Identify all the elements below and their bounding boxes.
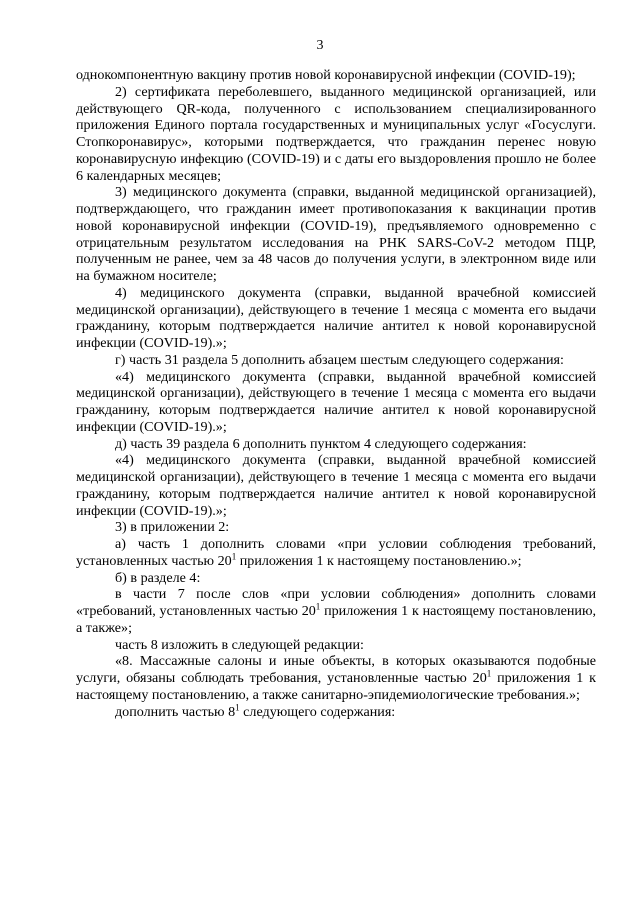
paragraph: г) часть 31 раздела 5 дополнить абзацем шестым следующего содержания: (115, 351, 564, 368)
paragraph: однокомпонентную вакцину против новой коронавирусной инфекции (COVID-19); (76, 67, 576, 83)
paragraph: 2) сертификата переболевшего, выданного медицинской организацией, или действующего QR-кода, полученного с использованием специализированного приложения Единого портала государственных и муниципальных услуг «Госуслуги. Стопкоронавирус», которыми подтверждается, что гражданин перенес новую коронавирусную инфекцию (COVID-19) и с даты его выздоровления прошло не более 6 календарных месяцев; (76, 83, 596, 184)
paragraph: д) часть 39 раздела 6 дополнить пунктом 4 следующего содержания: (115, 435, 527, 452)
paragraph: 4) медицинского документа (справки, выданной врачебной комиссией медицинской организации), действующего в течение 1 месяца с момента его выдачи гражданину, которым подтверждается наличие антител к новой коронавирусной инфекции (COVID-19).»; (76, 284, 596, 351)
page-number: 3 (316, 38, 324, 53)
paragraph: «4) медицинского документа (справки, выданной врачебной комиссией медицинской организации), действующего в течение 1 месяца с момента его выдачи гражданину, которым подтверждается наличие антител к новой коронавирусной инфекции (COVID-19).»; (76, 452, 596, 519)
paragraph: «8. Массажные салоны и иные объекты, в которых оказываются подобные услуги, обязаны соблюдать требования, установленные частью $20^1$ приложения 1 к настоящему постановлению, а также санитарно-эпидемиологические требования.»; (76, 653, 596, 703)
paragraph: «4) медицинского документа (справки, выданной врачебной комиссией медицинской организации), действующего в течение 1 месяца с момента его выдачи гражданину, которым подтверждается наличие антител к новой коронавирусной инфекции (COVID-19).»; (76, 368, 596, 435)
paragraph: б) в разделе 4: (115, 569, 201, 586)
paragraph: а) часть 1 дополнить словами «при условии соблюдения требований, установленных частью $20^1$ приложения 1 к настоящему постановлению.»; (76, 536, 596, 569)
paragraph: дополнить частью $8^1$ следующего содержания: (115, 701, 396, 720)
paragraph: часть 8 изложить в следующей редакции: (115, 636, 364, 653)
paragraph: 3) медицинского документа (справки, выданной медицинской организацией), подтверждающего, что гражданин имеет противопоказания к вакцинации против новой коронавирусной инфекции (COVID-19), предъявляемого одновременно с отрицательным результатом исследования на РНК SARS-CoV-2 методом ПЦР, полученным не ранее, чем за 48 часов до получения услуги, в электронном виде или на бумажном носителе; (76, 184, 596, 284)
document-body (76, 67, 596, 720)
paragraph: в части 7 после слов «при условии соблюдения» дополнить словами «требований, установленных частью $20^1$ приложения 1 к настоящему постановлению, а также»; (76, 586, 596, 636)
paragraph: 3) в приложении 2: (115, 519, 230, 536)
